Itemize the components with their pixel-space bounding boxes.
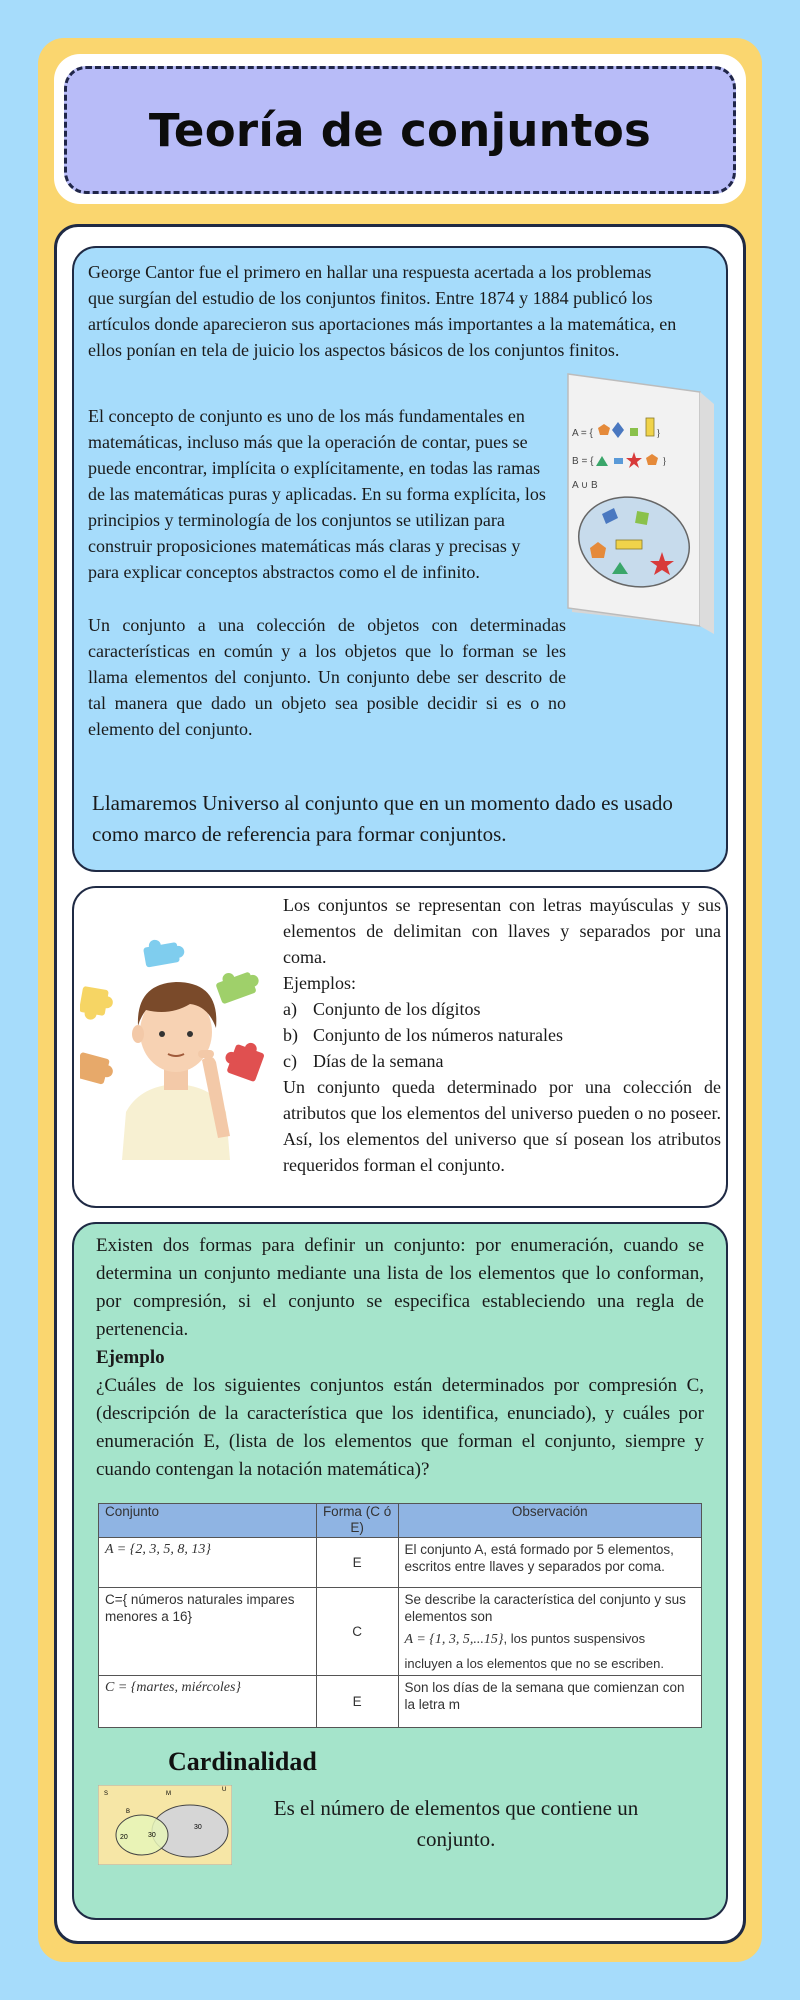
table-header-row — [99, 1504, 702, 1538]
venn-value-left: 20 — [120, 1834, 128, 1841]
form-cell: E — [316, 1538, 398, 1588]
book-set-a-label: A = { — [572, 428, 593, 439]
list-item — [283, 1022, 721, 1048]
list-item-marker: c) — [283, 1051, 297, 1071]
book-union-label: A ∪ B — [572, 480, 598, 491]
example-heading: Ejemplo — [96, 1347, 165, 1368]
venn-label-b: B — [126, 1809, 131, 1815]
venn-label-m: M — [166, 1791, 171, 1797]
sets-book-illustration — [562, 372, 718, 642]
venn-value-right: 30 — [194, 1824, 202, 1831]
sets-table — [98, 1503, 702, 1728]
venn-value-mid: 30 — [148, 1832, 156, 1839]
list-item-marker: a) — [283, 999, 297, 1019]
observation-math: A = {1, 3, 5,...15} — [404, 1632, 504, 1647]
column-header: Conjunto — [99, 1504, 317, 1538]
set-cell: C={ números naturales impares menores a 16} — [99, 1588, 317, 1676]
definition-forms-text — [96, 1232, 704, 1484]
observation-cell: Son los días de la semana que comienzan con la letra m — [398, 1676, 701, 1728]
forms-paragraph: Existen dos formas para definir un conjunto: por enumeración, cuando se determina un conjunto mediante una lista de los elementos que lo conforman, por compresión, si el conjunto se especifica estableciendo una regla de pertenencia. — [96, 1235, 704, 1340]
table-row — [99, 1538, 702, 1588]
list-item-text: Conjunto de los dígitos — [313, 999, 481, 1019]
venn-label-u: U — [222, 1787, 227, 1793]
cardinality-heading: Cardinalidad — [168, 1747, 317, 1776]
list-item-text: Días de la semana — [313, 1051, 444, 1071]
examples-label: Ejemplos: — [283, 973, 356, 993]
table-row — [99, 1676, 702, 1728]
list-item — [283, 996, 721, 1022]
book-set-b-label: B = { — [572, 456, 594, 467]
svg-text:}: } — [656, 428, 661, 439]
list-item-text: Conjunto de los números naturales — [313, 1025, 563, 1045]
list-item — [283, 1048, 721, 1074]
example-question: ¿Cuáles de los siguientes conjuntos están determinados por compresión C, (descripción de la característica que los identifica, enunciado), y cuáles por enumeración E, (lista de los elementos que forman el conjunto, siempre y cuando contengan la notación matemática)? — [96, 1375, 704, 1480]
representation-text — [283, 892, 721, 1178]
universe-paragraph: Llamaremos Universo al conjunto que en un momento dado es usado como marco de referencia para formar conjuntos. — [92, 791, 673, 846]
representation-outro: Un conjunto queda determinado por una colección de atributos que los elementos del universo pueden o no poseer. Así, los elementos del universo que sí posean los atributos requeridos forman el conjunto. — [283, 1077, 721, 1175]
page-title: Teoría de conjuntos — [148, 103, 652, 157]
cantor-paragraph: George Cantor fue el primero en hallar una respuesta acertada a los problemas que surgían del estudio de los conjuntos finitos. Entre 1874 y 1884 publicó los artículos donde aparecieron sus aportaciones más importantes a la matemática, en ellos ponían en tela de juicio los aspectos básicos de los conjuntos finitos. — [88, 262, 677, 360]
venn-diagram — [98, 1785, 232, 1865]
form-cell: E — [316, 1676, 398, 1728]
title-banner — [64, 66, 736, 194]
form-cell: C — [316, 1588, 398, 1676]
table-row — [99, 1588, 702, 1676]
concept-paragraph: El concepto de conjunto es uno de los más fundamentales en matemáticas, incluso más que la operación de contar, pues se puede encontrar, implícita o explícitamente, en todas las ramas de las matemáticas puras y aplicadas. En su forma explícita, los principios y terminología de los conjuntos se utilizan para construir proposiciones matemáticas más claras y precisas y para explicar conceptos abstractos como el de infinito. — [88, 406, 546, 582]
column-header: Forma (C ó E) — [316, 1504, 398, 1538]
set-cell: C = {martes, miércoles} — [99, 1676, 317, 1728]
observation-cell — [398, 1588, 701, 1676]
list-item-marker: b) — [283, 1025, 298, 1045]
thinking-boy-puzzle-illustration — [80, 936, 286, 1160]
representation-intro: Los conjuntos se representan con letras mayúsculas y sus elementos de delimitan con llaves y separados por una coma. — [283, 895, 721, 967]
svg-text:}: } — [662, 456, 667, 467]
observation-text: , los puntos suspensivos incluyen a los elementos que no se escriben. — [404, 1631, 664, 1671]
set-cell: A = {2, 3, 5, 8, 13} — [99, 1538, 317, 1588]
observation-cell: El conjunto A, está formado por 5 elementos, escritos entre llaves y separados por coma. — [398, 1538, 701, 1588]
column-header: Observación — [398, 1504, 701, 1538]
definition-paragraph: Un conjunto a una colección de objetos con determinadas características en común y a los objetos que lo forman se les llama elementos del conjunto. Un conjunto debe ser descrito de tal manera que dado un objeto sea posible decidir si es o no elemento del conjunto. — [88, 615, 566, 739]
observation-text: Se describe la característica del conjunto y sus elementos son — [404, 1592, 686, 1624]
venn-label-s: S — [104, 1791, 109, 1797]
cardinality-description: Es el número de elementos que contiene un conjunto. — [273, 1796, 639, 1851]
